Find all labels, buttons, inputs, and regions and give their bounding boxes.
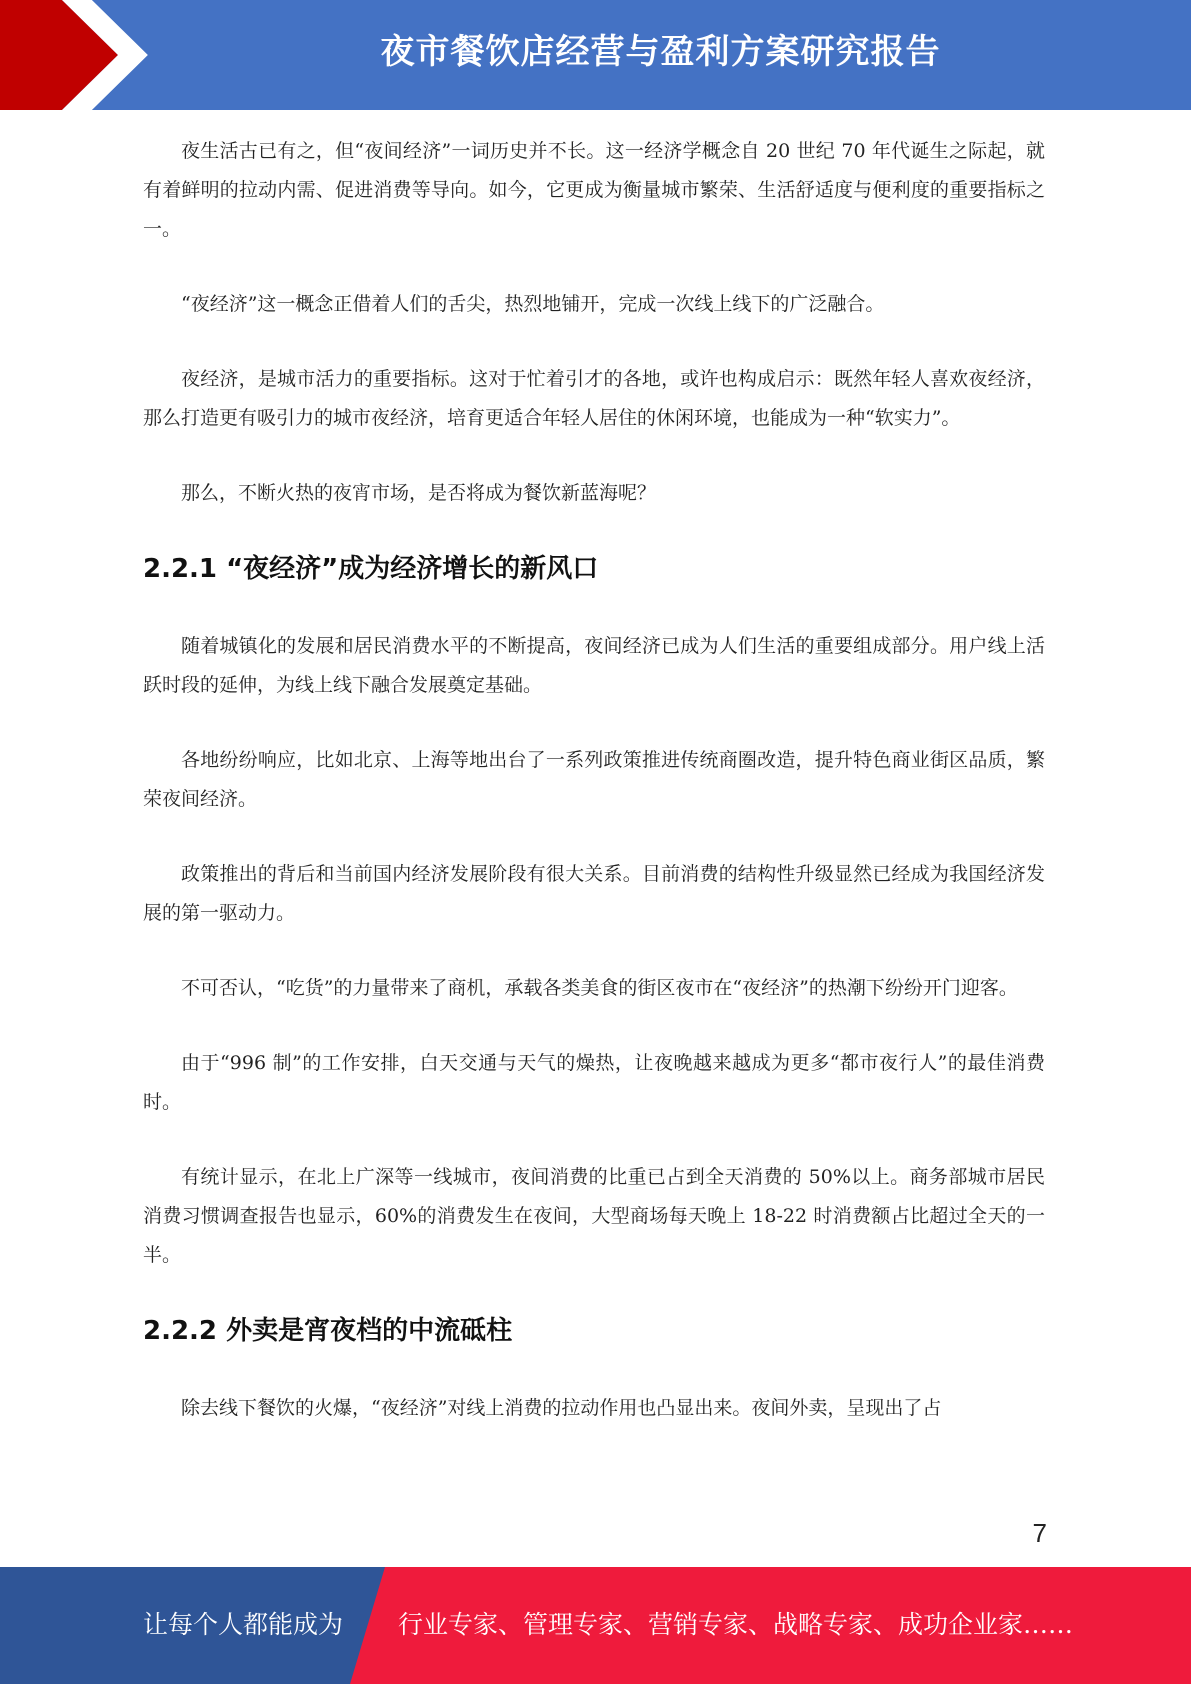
footer-slogan-left: 让每个人都能成为 — [143, 1610, 344, 1639]
paragraph: 除去线下餐饮的火爆，“夜经济”对线上消费的拉动作用也凸显出来。夜间外卖，呈现出了占 — [181, 1397, 942, 1419]
page-header — [0, 0, 1191, 110]
paragraph: 不可否认，“吃货”的力量带来了商机，承载各类美食的街区夜市在“夜经济”的热潮下纷纷开门迎客。 — [181, 977, 1018, 999]
section-heading-2-2-2: 2.2.2 外卖是宵夜档的中流砥柱 — [143, 1316, 513, 1346]
paragraph: 那么，不断火热的夜宵市场，是否将成为餐饮新蓝海呢？ — [181, 482, 657, 504]
document-title: 夜市餐饮店经营与盈利方案研究报告 — [380, 32, 941, 72]
paragraph: 各地纷纷响应，比如北京、上海等地出台了一系列政策推进传统商圈改造，提升特色商业街区品质，繁荣夜间经济。 — [143, 749, 1045, 810]
paragraph: 夜经济，是城市活力的重要指标。这对于忙着引才的各地，或许也构成启示：既然年轻人喜欢夜经济，那么打造更有吸引力的城市夜经济，培育更适合年轻人居住的休闲环境，也能成为一种“软实力”。 — [143, 368, 1045, 429]
document-body — [143, 132, 1045, 1464]
paragraph: 由于“996 制”的工作安排，白天交通与天气的燥热，让夜晚越来越成为更多“都市夜行人”的最佳消费时。 — [143, 1052, 1045, 1113]
paragraph: 随着城镇化的发展和居民消费水平的不断提高，夜间经济已成为人们生活的重要组成部分。用户线上活跃时段的延伸，为线上线下融合发展奠定基础。 — [143, 635, 1045, 696]
paragraph: 政策推出的背后和当前国内经济发展阶段有很大关系。目前消费的结构性升级显然已经成为我国经济发展的第一驱动力。 — [143, 863, 1045, 924]
header-arrow-decoration — [0, 0, 160, 110]
section-heading-2-2-1: 2.2.1 “夜经济”成为经济增长的新风口 — [143, 554, 599, 584]
paragraph: 夜生活古已有之，但“夜间经济”一词历史并不长。这一经济学概念自 20 世纪 70 年代诞生之际起，就有着鲜明的拉动内需、促进消费等导向。如今，它更成为衡量城市繁荣、生活舒适度与便利度的重要指标之一。 — [143, 140, 1045, 240]
paragraph: “夜经济”这一概念正借着人们的舌尖，热烈地铺开，完成一次线上线下的广泛融合。 — [181, 293, 885, 315]
footer-slogan-right: 行业专家、管理专家、营销专家、战略专家、成功企业家…… — [398, 1610, 1074, 1639]
page-number: 7 — [1032, 1518, 1047, 1548]
page-footer — [0, 1567, 1191, 1684]
paragraph: 有统计显示，在北上广深等一线城市，夜间消费的比重已占到全天消费的 50%以上。商务部城市居民消费习惯调查报告也显示，60%的消费发生在夜间，大型商场每天晚上 18-22 时消费额占比超过全天的一半。 — [143, 1166, 1045, 1266]
